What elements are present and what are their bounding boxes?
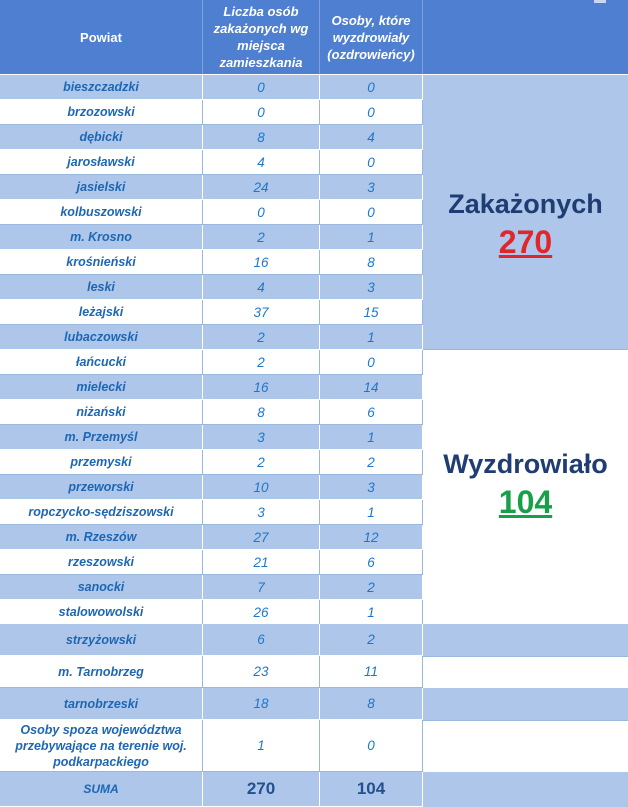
outside-region-recovered: 0: [320, 720, 423, 772]
infected-cell: 0: [203, 200, 320, 225]
recovered-cell: 3: [320, 175, 423, 200]
powiat-cell: m. Rzeszów: [0, 525, 203, 550]
recovered-cell: 2: [320, 624, 423, 656]
summary-column-cell: [423, 75, 628, 100]
recovered-cell: 1: [320, 500, 423, 525]
powiat-cell: ropczycko-sędziszowski: [0, 500, 203, 525]
powiat-cell: leski: [0, 275, 203, 300]
summary-column-cell: [423, 656, 628, 688]
table-row: [0, 688, 423, 720]
table-row: [0, 425, 423, 450]
infected-cell: 26: [203, 600, 320, 625]
recovered-summary-label: Wyzdrowiało: [443, 449, 608, 479]
table-row: [0, 75, 423, 100]
powiat-cell: m. Przemyśl: [0, 425, 203, 450]
header-recovered: [320, 0, 423, 74]
infected-cell: 7: [203, 575, 320, 600]
powiat-cell: przeworski: [0, 475, 203, 500]
infected-cell: 23: [203, 656, 320, 688]
header-recovered-line: wyzdrowiały: [332, 29, 410, 45]
infected-cell: 18: [203, 688, 320, 720]
powiat-cell: m. Krosno: [0, 225, 203, 250]
header-infected-line: miejsca: [237, 38, 285, 53]
recovered-cell: 1: [320, 325, 423, 350]
outside-region-label: [0, 720, 203, 772]
powiat-cell: niżański: [0, 400, 203, 425]
recovered-cell: 8: [320, 250, 423, 275]
infected-cell: 27: [203, 525, 320, 550]
table-row: [0, 300, 423, 325]
table-row: [0, 125, 423, 150]
infected-summary-label: Zakażonych: [448, 189, 603, 219]
powiat-cell: strzyżowski: [0, 624, 203, 656]
recovered-cell: 11: [320, 656, 423, 688]
powiat-cell: rzeszowski: [0, 550, 203, 575]
recovered-cell: 6: [320, 400, 423, 425]
powiat-cell: jasielski: [0, 175, 203, 200]
table-row: [0, 400, 423, 425]
powiat-cell: łańcucki: [0, 350, 203, 375]
header-infected-line: zamieszkania: [219, 55, 303, 70]
infected-cell: 2: [203, 225, 320, 250]
outside-region-line: przebywające na terenie woj.: [15, 738, 187, 753]
infected-cell: 4: [203, 275, 320, 300]
powiat-cell: brzozowski: [0, 100, 203, 125]
header-infected-line: zakażonych wg: [213, 21, 309, 36]
recovered-cell: 8: [320, 688, 423, 720]
recovered-cell: 15: [320, 300, 423, 325]
recovered-cell: 3: [320, 275, 423, 300]
sum-row: [0, 772, 423, 807]
powiat-cell: lubaczowski: [0, 325, 203, 350]
infected-cell: 4: [203, 150, 320, 175]
recovered-summary: [423, 435, 628, 535]
infected-cell: 0: [203, 75, 320, 100]
powiat-cell: kolbuszowski: [0, 200, 203, 225]
infected-cell: 16: [203, 250, 320, 275]
sum-label: SUMA: [0, 772, 203, 807]
powiat-cell: tarnobrzeski: [0, 688, 203, 720]
table-row: [0, 475, 423, 500]
table-row: [0, 100, 423, 125]
summary-column-cell: [423, 624, 628, 656]
table-row: [0, 150, 423, 175]
recovered-cell: 3: [320, 475, 423, 500]
sum-infected: 270: [203, 772, 320, 807]
recovered-cell: 12: [320, 525, 423, 550]
recovered-cell: 1: [320, 225, 423, 250]
infected-summary: [423, 175, 628, 275]
table-row: [0, 275, 423, 300]
recovered-cell: 1: [320, 425, 423, 450]
recovered-cell: 2: [320, 575, 423, 600]
table-row: [0, 375, 423, 400]
infected-cell: 16: [203, 375, 320, 400]
infected-cell: 6: [203, 624, 320, 656]
table-row: [0, 656, 423, 688]
powiat-cell: mielecki: [0, 375, 203, 400]
table-row: [0, 250, 423, 275]
infected-cell: 3: [203, 425, 320, 450]
header-recovered-line: (ozdrowieńcy): [327, 46, 415, 62]
infected-cell: 2: [203, 325, 320, 350]
infected-cell: 37: [203, 300, 320, 325]
summary-column-cell: [423, 688, 628, 720]
recovered-cell: 1: [320, 600, 423, 625]
summary-column-cell: [423, 772, 628, 807]
table-row: [0, 225, 423, 250]
header-powiat: Powiat: [0, 0, 203, 74]
recovered-cell: 0: [320, 200, 423, 225]
recovered-cell: 0: [320, 100, 423, 125]
outside-region-row: [0, 720, 423, 772]
table-row: [0, 350, 423, 375]
summary-column-cell: [423, 720, 628, 772]
outside-region-infected: 1: [203, 720, 320, 772]
header-summary-column: [423, 0, 628, 74]
powiat-cell: przemyski: [0, 450, 203, 475]
recovered-summary-value: 104: [498, 484, 553, 520]
infected-cell: 24: [203, 175, 320, 200]
recovered-cell: 4: [320, 125, 423, 150]
table-row: [0, 450, 423, 475]
table-row: [0, 325, 423, 350]
table-row: [0, 550, 423, 575]
infected-cell: 8: [203, 125, 320, 150]
table-row: [0, 200, 423, 225]
outside-region-line: podkarpackiego: [53, 754, 149, 769]
header-recovered-line: Osoby, które: [331, 12, 411, 28]
infected-cell: 8: [203, 400, 320, 425]
infected-cell: 21: [203, 550, 320, 575]
powiat-cell: stalowowolski: [0, 600, 203, 625]
powiat-cell: krośnieński: [0, 250, 203, 275]
infected-cell: 2: [203, 350, 320, 375]
outside-region-line: Osoby spoza województwa: [20, 722, 182, 737]
table-header: [0, 0, 628, 74]
recovered-cell: 14: [320, 375, 423, 400]
table-row: [0, 500, 423, 525]
recovered-cell: 0: [320, 75, 423, 100]
table-row: [0, 624, 423, 656]
recovered-cell: 0: [320, 150, 423, 175]
powiat-cell: dębicki: [0, 125, 203, 150]
sum-recovered: 104: [320, 772, 423, 807]
powiat-cell: jarosławski: [0, 150, 203, 175]
powiat-cell: bieszczadzki: [0, 75, 203, 100]
recovered-cell: 2: [320, 450, 423, 475]
header-infected: [203, 0, 320, 74]
table-row: [0, 525, 423, 550]
infected-cell: 2: [203, 450, 320, 475]
table-row: [0, 600, 423, 625]
infected-cell: 0: [203, 100, 320, 125]
header-infected-line: Liczba osób: [223, 4, 299, 19]
table-row: [0, 175, 423, 200]
powiat-cell: m. Tarnobrzeg: [0, 656, 203, 688]
recovered-cell: 0: [320, 350, 423, 375]
infected-cell: 10: [203, 475, 320, 500]
infected-summary-value: 270: [498, 224, 553, 260]
table-row: [0, 575, 423, 600]
recovered-cell: 6: [320, 550, 423, 575]
powiat-cell: sanocki: [0, 575, 203, 600]
corner-mark: [594, 0, 606, 3]
infected-cell: 3: [203, 500, 320, 525]
powiat-cell: leżajski: [0, 300, 203, 325]
